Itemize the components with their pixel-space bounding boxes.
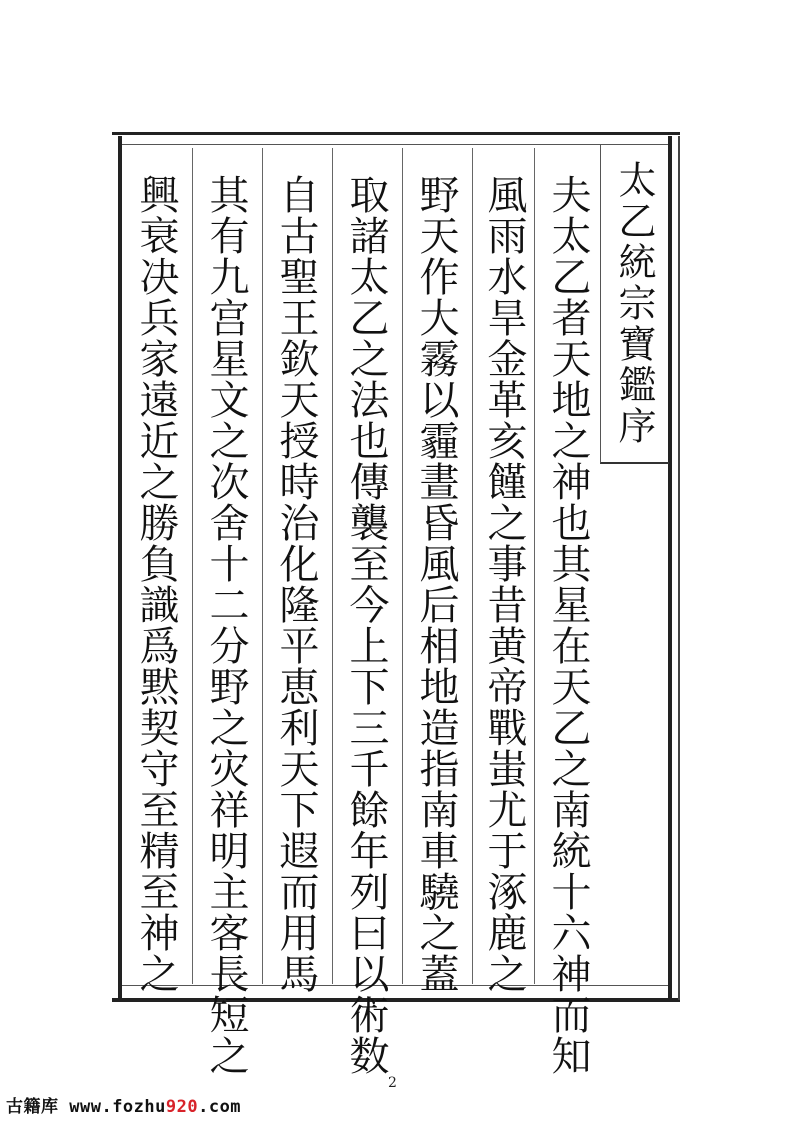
watermark-url-number: 920 bbox=[165, 1097, 199, 1117]
site-watermark bbox=[6, 1092, 241, 1117]
watermark-site-name: 古籍库 bbox=[6, 1097, 59, 1117]
page-number: 2 bbox=[388, 1075, 397, 1091]
text-column-1: 夫太乙者天地之神也其星在天乙之南統十六神而知 bbox=[545, 174, 591, 1076]
text-column-4: 取諸太乙之法也傳襲至今上下三千餘年列曰以術数 bbox=[343, 174, 389, 1076]
text-column-7: 興衰决兵家遠近之勝負識爲黙契守至精至神之 bbox=[133, 174, 179, 994]
column-divider bbox=[192, 148, 193, 984]
right-outer-border bbox=[678, 136, 680, 1000]
watermark-url-prefix: www.fozhu bbox=[69, 1097, 166, 1117]
column-divider bbox=[332, 148, 333, 984]
text-column-3: 野天作大霧以霾晝昏風后相地造指南車驍之蓋 bbox=[413, 174, 459, 994]
top-inner-border bbox=[120, 144, 672, 145]
column-divider bbox=[534, 148, 535, 984]
column-divider bbox=[402, 148, 403, 984]
left-border bbox=[118, 136, 122, 1000]
text-column-5: 自古聖王欽天授時治化隆平恵利天下遐而用馬 bbox=[273, 174, 319, 994]
document-title: 太乙統宗寶鑑序 bbox=[612, 160, 656, 447]
column-divider bbox=[262, 148, 263, 984]
scanned-page bbox=[112, 130, 680, 1076]
text-column-2: 風雨水旱金革亥饉之事昔黄帝戰蚩尤于涿鹿之 bbox=[481, 174, 527, 994]
text-column-6: 其有九宫星文之次舍十二分野之灾祥明主客長短之 bbox=[203, 174, 249, 1076]
top-border bbox=[112, 132, 680, 135]
watermark-url-suffix: .com bbox=[198, 1097, 242, 1117]
column-divider bbox=[472, 148, 473, 984]
